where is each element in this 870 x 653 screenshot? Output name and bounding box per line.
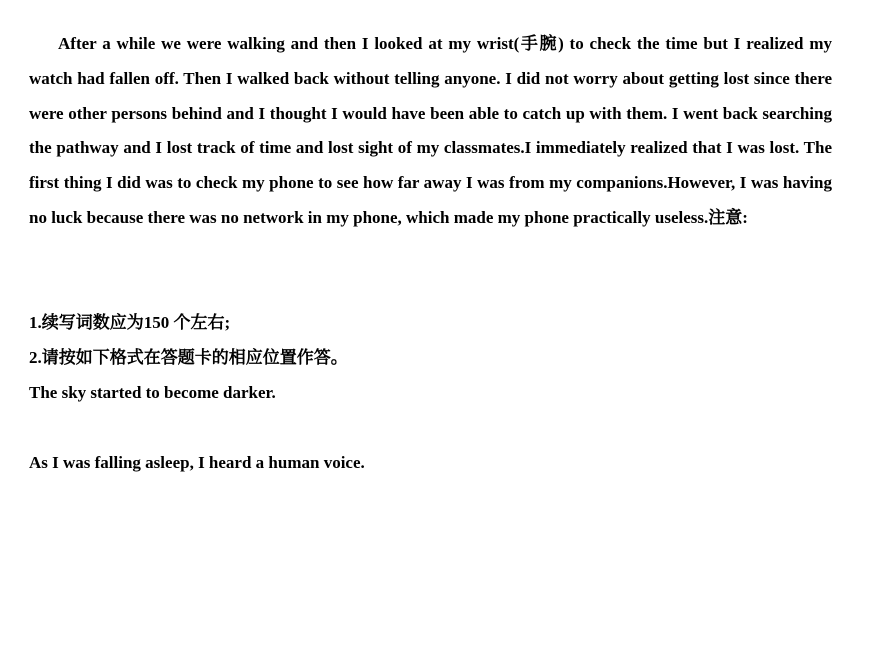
passage-text: After a while we were walking and then I looked at my wrist(手腕) to check the time but I realized my watch had fallen off. Then I walked back without telling anyone. I did not worry about getting lost since there were other persons behind and I thought I would have been able to catch up with them. I went back searching the pathway and I lost track of time and lost sight of my classmates.I immediately realized that I was lost. The first thing I did was to check my phone to see how far away I was from my companions.However, I was having no luck because there was no network in my phone, which made my phone practically useless. [29,34,832,227]
paragraph-opening-1: The sky started to become darker. [29,383,276,402]
story-passage [29,27,832,236]
notes-heading: 注意: [708,207,748,227]
requirement-answer-format: 2.请按如下格式在答题卡的相应位置作答。 [29,348,348,367]
paragraph-opening-2: As I was falling asleep, I heard a human voice. [29,453,365,472]
requirement-word-count: 1.续写词数应为150 个左右; [29,313,231,332]
